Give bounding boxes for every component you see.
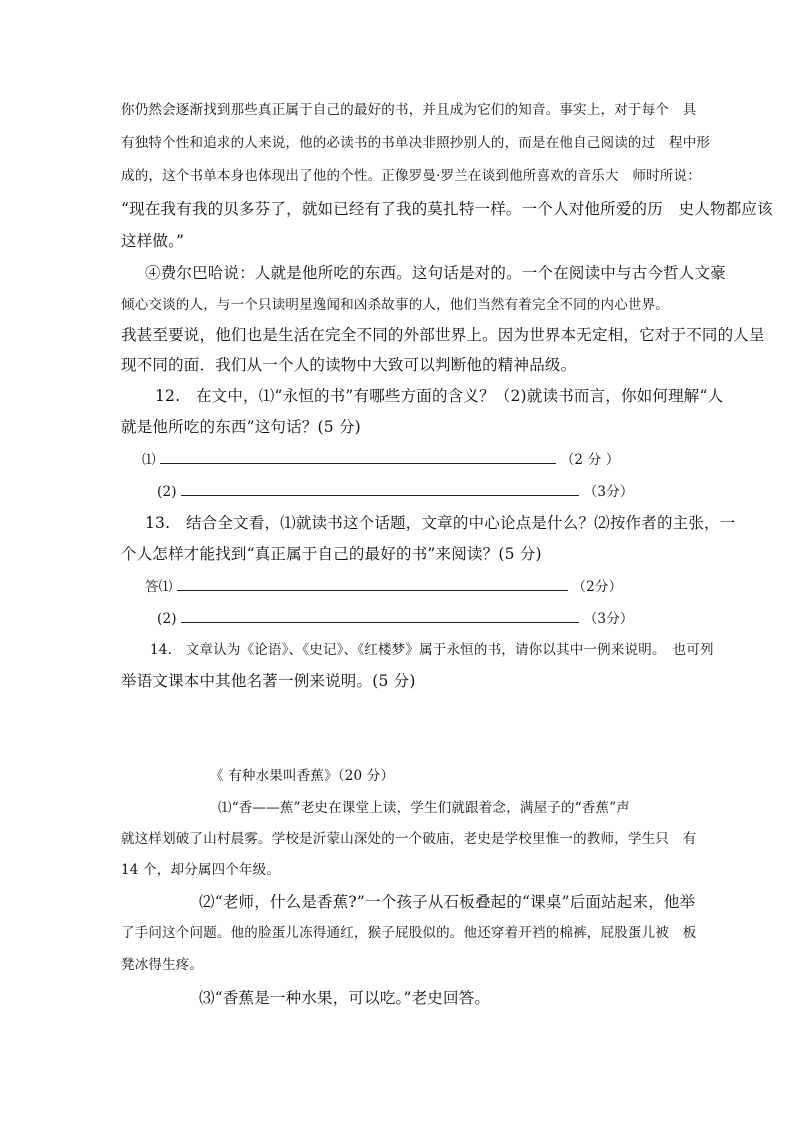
question-14: 举语文课本中其他名著一例来说明。(5 分) xyxy=(121,672,416,690)
answer-label: ⑴ xyxy=(142,452,156,468)
answer-score: （3分） xyxy=(583,484,634,500)
paragraph-4-line: 现不同的面．我们从一个人的读物中大致可以判断他的精神品级。 xyxy=(121,356,577,374)
question-12: 就是他所吃的东西”这句话？(5 分) xyxy=(121,418,361,436)
answer-blank[interactable] xyxy=(177,576,568,591)
answer-line-13-2 xyxy=(157,608,717,629)
paragraph-1-line: 14 个，却分属四个年级。 xyxy=(121,862,281,878)
paragraph-1-line: ⑴“香——蕉”老史在课堂上读，学生们就跟着念，满屋子的“香蕉”声 xyxy=(218,800,631,816)
question-13: 13. 结合全文看，⑴就读书这个话题，文章的中心论点是什么？⑵按作者的主张，一 xyxy=(145,514,736,532)
paragraph-2-line: 了手问这个问题。他的脸蛋儿冻得通红，猴子屁股似的。他还穿着开裆的棉裤，屁股蛋儿被 板 xyxy=(121,925,697,941)
question-12: 12. 在文中，⑴“永恒的书”有哪些方面的含义？（2)就读书而言，你如何理解“人 xyxy=(155,387,724,405)
answer-blank[interactable] xyxy=(181,608,579,623)
answer-label: 答⑴ xyxy=(145,579,173,595)
text-line: 你仍然会逐渐找到那些真正属于自己的最好的书，并且成为它们的知音。事实上，对于每个 具 xyxy=(121,102,697,118)
passage-title: 《 有种水果叫香蕉》（20 分） xyxy=(210,768,395,784)
answer-line-13-1 xyxy=(145,576,705,597)
answer-label: (2) xyxy=(157,484,177,500)
text-line: 这样做。” xyxy=(121,232,185,250)
answer-blank[interactable] xyxy=(181,481,579,496)
paragraph-2-line: ⑵“老师，什么是香蕉?”一个孩子从石板叠起的“课桌”后面站起来，他举 xyxy=(199,893,696,911)
paragraph-4-line: 我甚至要说，他们也是生活在完全不同的外部世界上。因为世界本无定相，它对于不同的人呈 xyxy=(121,326,765,344)
answer-score: （3分） xyxy=(583,611,634,627)
answer-score: （2 分 ） xyxy=(560,452,620,468)
answer-score: （2分） xyxy=(572,579,623,595)
paragraph-4-line: ④费尔巴哈说：人就是他所吃的东西。这句话是对的。一个在阅读中与古今哲人文豪 xyxy=(145,264,726,282)
answer-line-12-1 xyxy=(142,449,702,470)
text-line: 成的，这个书单本身也体现出了他的个性。正像罗曼·罗兰在谈到他所喜欢的音乐大 师时所说： xyxy=(121,168,701,184)
text-line: 有独特个性和追求的人来说，他的必读书的书单决非照抄别人的，而是在他自己阅读的过 程中形 xyxy=(121,135,711,151)
question-13: 个人怎样才能找到“真正属于自己的最好的书”来阅读？(5 分) xyxy=(121,545,542,563)
answer-line-12-2 xyxy=(157,481,717,502)
text-line: “现在我有我的贝多芬了，就如已经有了我的莫扎特一样。一个人对他所爱的历 史人物都应该 xyxy=(121,200,773,218)
question-14: 14. 文章认为《论语》、《史记》、《红楼梦》属于永恒的书，请你以其中一例来说明。 也可列 xyxy=(150,642,714,658)
answer-blank[interactable] xyxy=(160,449,556,464)
paragraph-2-line: 凳冰得生疼。 xyxy=(121,957,204,973)
answer-label: (2) xyxy=(157,611,177,627)
paragraph-3-line: ⑶“香蕉是一种水果，可以吃。”老史回答。 xyxy=(199,989,491,1007)
paragraph-4-line: 倾心交谈的人，与一个只读明星逸闻和凶杀故事的人，他们当然有着完全不同的内心世界。 xyxy=(121,297,669,313)
paragraph-1-line: 就这样划破了山村晨雾。学校是沂蒙山深处的一个破庙，老史是学校里惟一的教师，学生只 有 xyxy=(121,831,697,847)
